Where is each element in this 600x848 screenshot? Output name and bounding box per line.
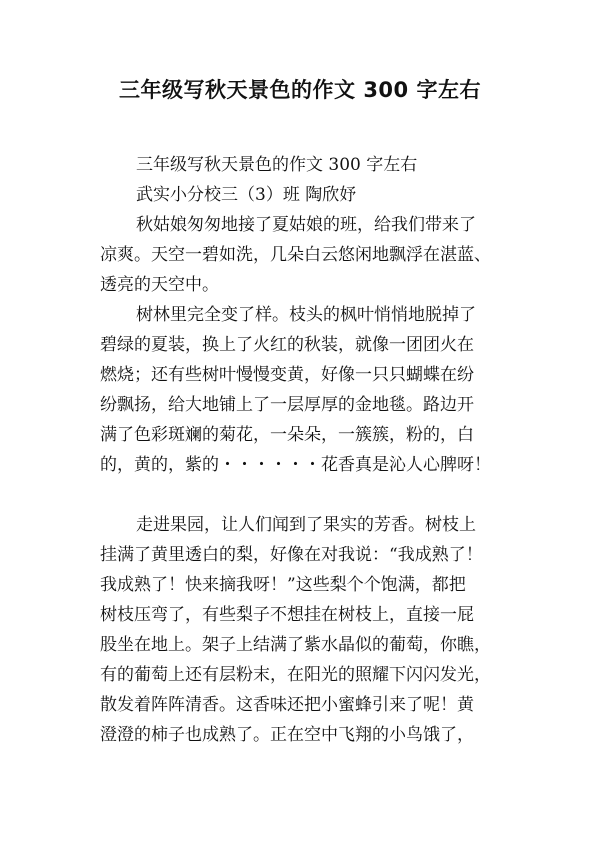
text-line: 澄澄的柿子也成熟了。正在空中飞翔的小鸟饿了， <box>100 725 474 745</box>
text-line: 秋姑娘匆匆地接了夏姑娘的班，给我们带来了 <box>136 215 476 235</box>
text-line: 树枝压弯了，有些梨子不想挂在树枝上，直接一屁 <box>100 605 474 625</box>
text-line: 股坐在地上。架子上结满了紫水晶似的葡萄，你瞧， <box>100 635 491 655</box>
text-line: 散发着阵阵清香。这香味还把小蜜蜂引来了呢！黄 <box>100 695 474 715</box>
text-line: 满了色彩斑斓的菊花，一朵朵，一簇簇，粉的，白 <box>100 425 474 445</box>
text-line: 树林里完全变了样。枝头的枫叶悄悄地脱掉了 <box>136 305 476 325</box>
text-line: 碧绿的夏装，换上了火红的秋装，就像一团团火在 <box>100 335 474 355</box>
text-line: 有的葡萄上还有层粉末，在阳光的照耀下闪闪发光， <box>100 665 491 685</box>
text-line: 的，黄的，紫的・・・・・・花香真是沁人心脾呀！ <box>100 455 491 475</box>
text-line: 我成熟了！快来摘我呀！”这些梨个个饱满，都把 <box>100 575 466 595</box>
text-line: 燃烧；还有些树叶慢慢变黄，好像一只只蝴蝶在纷 <box>100 365 474 385</box>
blank-line <box>100 480 524 510</box>
document-title: 三年级写秋天景色的作文 300 字左右 <box>119 78 481 102</box>
document-body <box>100 150 524 750</box>
text-line: 走进果园，让人们闻到了果实的芳香。树枝上 <box>136 515 476 535</box>
text-line: 透亮的天空中。 <box>100 275 219 295</box>
text-line: 凉爽。天空一碧如洗，几朵白云悠闲地飘浮在湛蓝、 <box>100 245 491 265</box>
text-line: 武实小分校三（3）班 陶欣妤 <box>136 185 357 205</box>
text-line: 挂满了黄里透白的梨，好像在对我说：“我成熟了！ <box>100 545 483 565</box>
text-line: 纷飘扬，给大地铺上了一层厚厚的金地毯。路边开 <box>100 395 474 415</box>
text-line: 三年级写秋天景色的作文 300 字左右 <box>136 155 418 175</box>
